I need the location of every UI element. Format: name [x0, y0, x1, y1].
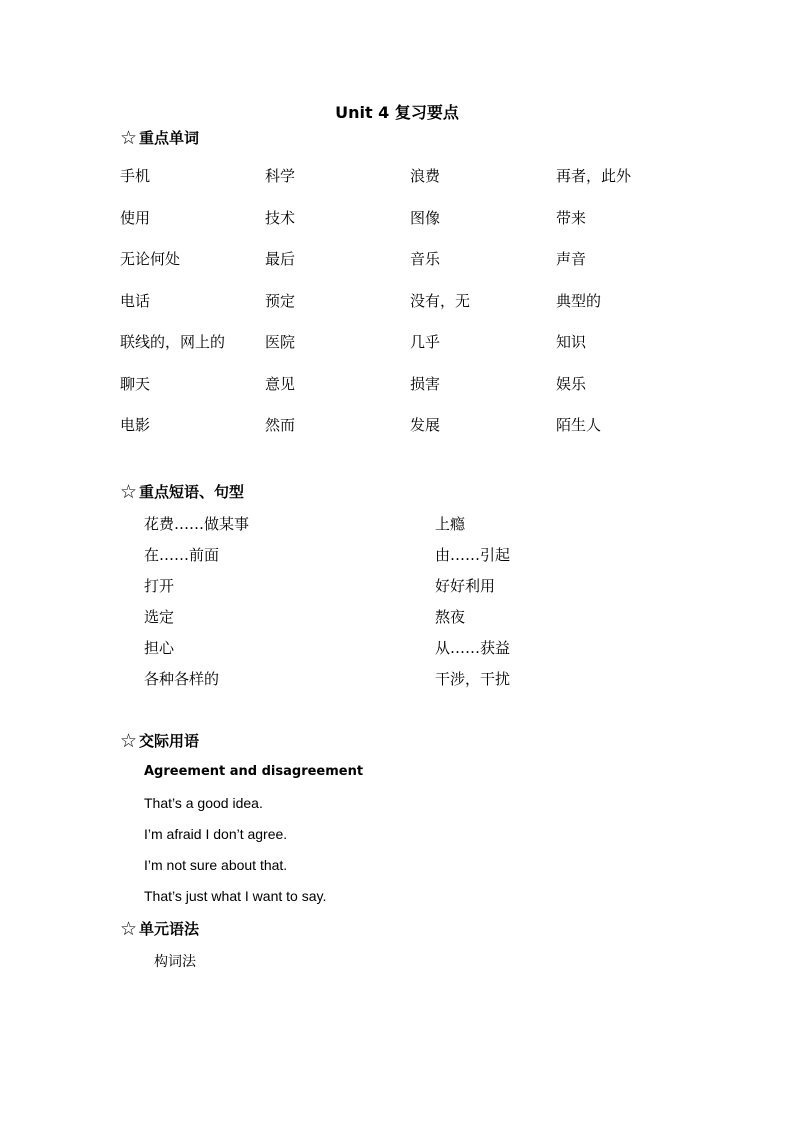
phrase-item: 选定	[144, 608, 175, 626]
section-heading-grammar-label: 单元语法	[139, 920, 200, 938]
vocab-word: 浪费	[410, 167, 441, 185]
vocab-word: 带来	[556, 208, 587, 227]
vocab-word: 使用	[120, 208, 151, 227]
vocab-word: 再者，此外	[556, 167, 632, 185]
vocab-word: 科学	[265, 167, 296, 185]
phrase-item: 干涉，干扰	[435, 670, 511, 688]
vocab-word: 典型的	[556, 291, 602, 310]
star-icon: ☆	[120, 918, 138, 940]
phrase-list-left	[144, 513, 249, 699]
vocab-word: 医院	[265, 333, 296, 351]
communication-subheading: Agreement and disagreement	[144, 764, 364, 779]
section-heading-communication-label: 交际用语	[139, 732, 200, 750]
phrase-list-right	[435, 513, 510, 699]
section-heading-communication	[120, 729, 199, 751]
vocab-word: 预定	[265, 291, 296, 310]
star-icon: ☆	[120, 730, 138, 752]
communication-line: I’m afraid I don’t agree.	[144, 826, 288, 842]
vocab-word: 手机	[120, 167, 151, 185]
vocab-word: 几乎	[410, 333, 441, 351]
vocab-word: 然而	[265, 416, 296, 434]
communication-line: I’m not sure about that.	[144, 857, 288, 873]
vocab-word: 音乐	[410, 250, 441, 268]
vocab-word: 声音	[556, 250, 587, 268]
section-heading-vocab-label: 重点单词	[139, 129, 200, 147]
phrase-item: 打开	[144, 577, 175, 595]
phrase-item: 担心	[144, 639, 175, 657]
communication-line: That’s just what I want to say.	[144, 888, 327, 904]
phrase-item: 由……引起	[435, 546, 511, 564]
communication-block	[144, 764, 363, 919]
vocab-word: 知识	[556, 333, 587, 351]
phrase-item: 各种各样的	[144, 670, 220, 688]
phrase-item: 花费……做某事	[144, 515, 250, 533]
page-title: Unit 4 复习要点	[335, 103, 459, 122]
phrase-item: 在……前面	[144, 546, 220, 564]
vocab-word: 最后	[265, 250, 296, 268]
phrase-item: 上瘾	[435, 515, 466, 533]
section-heading-phrases	[120, 480, 244, 502]
vocab-word: 发展	[410, 416, 441, 434]
vocab-word: 图像	[410, 208, 441, 227]
vocab-word: 娱乐	[556, 374, 587, 393]
phrase-item: 熬夜	[435, 608, 466, 626]
vocab-word: 电影	[120, 416, 151, 434]
vocab-word: 电话	[120, 291, 151, 310]
vocab-word: 陌生人	[556, 416, 602, 434]
section-heading-vocab	[120, 126, 199, 148]
section-heading-phrases-label: 重点短语、句型	[139, 483, 245, 501]
grammar-item: 构词法	[154, 954, 196, 970]
star-icon: ☆	[120, 481, 138, 503]
vocab-word: 无论何处	[120, 250, 181, 268]
vocab-word: 聊天	[120, 374, 151, 393]
communication-line: That’s a good idea.	[144, 795, 263, 811]
vocab-word: 意见	[265, 374, 296, 393]
vocab-word: 技术	[265, 208, 296, 227]
star-icon: ☆	[120, 127, 138, 149]
vocab-word: 没有，无	[410, 291, 471, 310]
phrase-item: 从……获益	[435, 639, 511, 657]
phrase-item: 好好利用	[435, 577, 496, 595]
section-heading-grammar	[120, 917, 199, 939]
vocab-word: 联线的，网上的	[120, 333, 226, 351]
vocab-word: 损害	[410, 374, 441, 393]
